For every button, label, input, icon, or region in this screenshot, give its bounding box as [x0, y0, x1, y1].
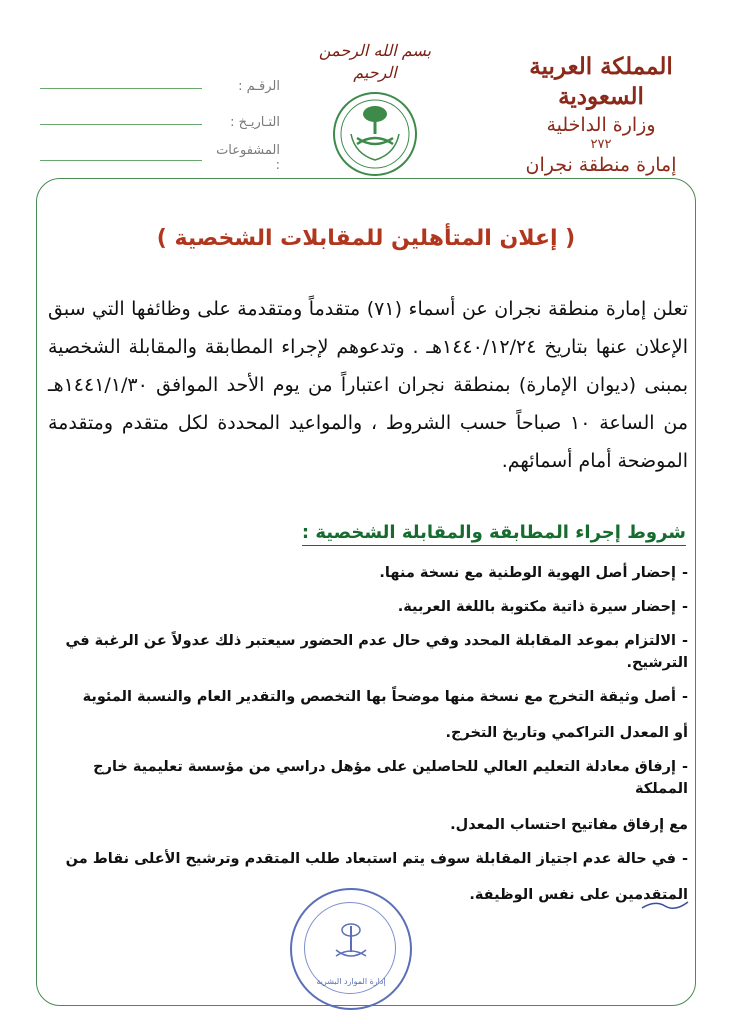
condition-item: -في حالة عدم اجتياز المقابلة سوف يتم استبعاد طلب المتقدم وترشيح الأعلى نقاط من المتقدمين على نفس الوظيفة. — [65, 851, 688, 903]
date-field — [40, 104, 280, 140]
announcement-body: تعلن إمارة منطقة نجران عن أسماء (٧١) متقدماً ومتقدمة على وظائفها التي سبق الإعلان عنها بتاريخ ١٤٤٠/١٢/٢٤هـ . وتدعوهم لإجراء المطابقة والمقابلة الشخصية بمبنى (ديوان الإمارة) بمنطقة نجران اعتباراً من يوم الأحد الموافق ١٤٤١/١/٣٠هـ من الساعة ١٠ صباحاً حسب الشروط ، والمواعيد المحددة لكل متقدم ومتقدمة الموضحة أمام أسمائهم. — [48, 298, 688, 472]
condition-item: -إحضار سيرة ذاتية مكتوبة باللغة العربية. — [397, 599, 688, 615]
condition-item: -الالتزام بموعد المقابلة المحدد وفي حال عدم الحضور سيعتبر ذلك عدولاً عن الرغبة في الترشيح. — [65, 633, 688, 671]
ministry-name: وزارة الداخلية — [546, 114, 656, 136]
letterhead-center — [310, 40, 440, 176]
condition-item: -إرفاق معادلة التعليم العالي للحاصلين على مؤهل دراسي من مؤسسة تعليمية خارج المملكة مع إرفاق مفاتيح احتساب المعدل. — [93, 759, 688, 833]
conditions-heading-text: شروط إجراء المطابقة والمقابلة الشخصية : — [302, 522, 686, 546]
saudi-emblem-icon — [333, 92, 417, 176]
signature-mark-icon — [640, 898, 690, 912]
announcement-title: ( إعلان المتأهلين للمقابلات الشخصية ) — [156, 226, 576, 251]
number-line — [40, 88, 202, 89]
condition-item: -أصل وثيقة التخرج مع نسخة منها موضحاً بها التخصص والتقدير العام والنسبة المئوية أو المعدل التراكمي وتاريخ التخرج. — [82, 689, 688, 741]
kingdom-name: المملكة العربية السعودية — [529, 53, 673, 110]
emirate-name: إمارة منطقة نجران — [525, 154, 677, 176]
attachments-label: المشفوعات : — [216, 143, 280, 173]
date-line — [40, 124, 202, 125]
basmala: بسم الله الرحمن الرحيم — [318, 41, 432, 82]
stamp-emblem-icon — [292, 890, 410, 1008]
reference-number: ٢٧٢ — [590, 137, 612, 152]
letterhead-right — [491, 52, 711, 178]
date-label: التـاريـخ : — [230, 114, 280, 130]
attachments-field — [40, 140, 280, 176]
number-label: الرقـم : — [238, 78, 280, 94]
conditions-list — [48, 562, 688, 918]
stamp-text: إدارة الموارد البشرية — [316, 977, 386, 986]
official-stamp — [290, 888, 412, 1010]
attachments-line — [40, 160, 202, 161]
reference-fields — [40, 68, 280, 176]
condition-item: -إحضار أصل الهوية الوطنية مع نسخة منها. — [379, 565, 688, 581]
conditions-heading — [48, 522, 686, 543]
number-field — [40, 68, 280, 104]
